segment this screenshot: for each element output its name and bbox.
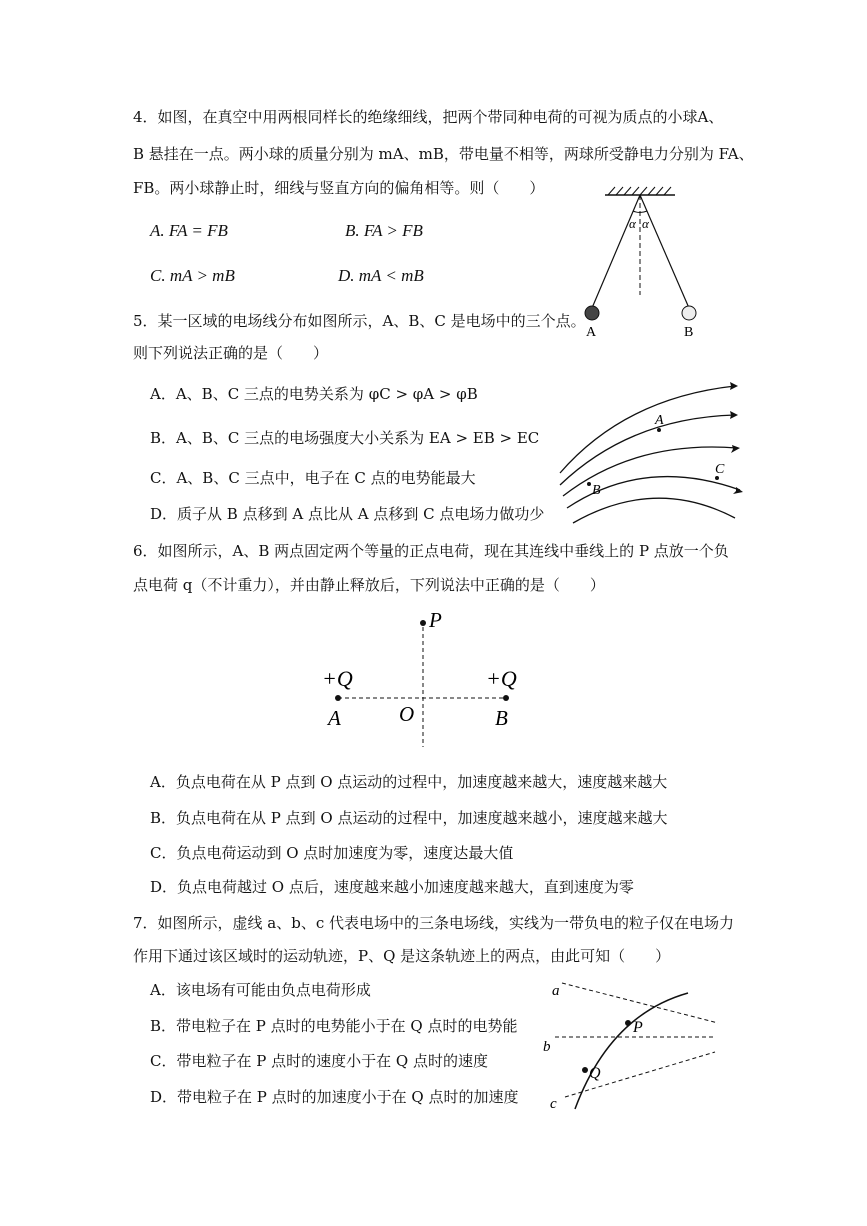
field-line-1 xyxy=(560,386,735,473)
q6-option-d: D．负点电荷越过 O 点后，速度越来越小加速度越来越大，直到速度为零 xyxy=(150,878,634,896)
point-q-dot xyxy=(582,1067,588,1073)
field-line-2 xyxy=(560,415,735,485)
q7-stem-line1: 7．如图所示，虚线 a、b、c 代表电场中的三条电场线，实线为一带负电的粒子仅在电场力 xyxy=(133,914,735,932)
charge-a-dot xyxy=(335,695,341,701)
point-a-dot xyxy=(657,428,661,432)
string-left xyxy=(592,195,640,308)
q6-option-a: A．负点电荷在从 P 点到 O 点运动的过程中，加速度越来越大，速度越来越大 xyxy=(150,773,668,791)
line-b-label: b xyxy=(543,1039,551,1055)
point-p-dot xyxy=(420,620,426,626)
q5-option-a: A．A、B、C 三点的电势关系为 φC > φA > φB xyxy=(150,385,478,403)
q7-option-b: B．带电粒子在 P 点时的电势能小于在 Q 点时的电势能 xyxy=(150,1017,518,1035)
ball-b xyxy=(682,306,696,320)
q4-stem-line1: 4．如图，在真空中用两根同样长的绝缘细线，把两个带同种电荷的可视为质点的小球A、 xyxy=(133,108,724,126)
field-line-5 xyxy=(573,498,735,523)
point-p-label: P xyxy=(429,608,442,632)
charge-right-label: +Q xyxy=(486,666,517,691)
field-line-c xyxy=(565,1052,715,1097)
q5-option-b: B．A、B、C 三点的电场强度大小关系为 EA > EB > EC xyxy=(150,429,540,447)
q4-option-c: C. mA > mB xyxy=(150,266,235,285)
q5-option-d: D．质子从 B 点移到 A 点比从 A 点移到 C 点电场力做功少 xyxy=(150,505,545,523)
angle-left-label: α xyxy=(629,216,636,231)
angle-right-label: α xyxy=(642,216,649,231)
point-b-label: B xyxy=(495,706,508,730)
point-p-dot xyxy=(625,1020,631,1026)
point-p-label: P xyxy=(633,1019,643,1036)
q4-stem-line2: B 悬挂在一点。两小球的质量分别为 mA、mB，带电量不相等，两球所受静电力分别为 FA、 xyxy=(133,145,754,163)
arrow-1 xyxy=(730,382,738,390)
q6-option-c: C．负点电荷运动到 O 点时加速度为零，速度达最大值 xyxy=(150,844,514,862)
q7-option-c: C．带电粒子在 P 点时的速度小于在 Q 点时的速度 xyxy=(150,1052,488,1070)
charge-left-label: +Q xyxy=(322,666,353,691)
ball-a-label: A xyxy=(586,325,597,340)
q4-stem-line3: FB。两小球静止时，细线与竖直方向的偏角相等。则（ ） xyxy=(133,179,545,197)
ball-b-label: B xyxy=(684,325,694,340)
ceiling-hatch xyxy=(605,187,675,195)
q4-option-b: B. FA > FB xyxy=(345,221,423,240)
arrow-2 xyxy=(730,411,738,419)
q5-stem-line1: 5．某一区域的电场线分布如图所示，A、B、C 是电场中的三个点。 xyxy=(133,312,586,330)
q6-charges-figure xyxy=(310,605,540,755)
q6-stem-line1: 6．如图所示，A、B 两点固定两个等量的正点电荷，现在其连线中垂线上的 P 点放一个负 xyxy=(133,542,729,560)
point-a-label: A xyxy=(328,706,341,730)
q6-stem-line2: 点电荷 q（不计重力），并由静止释放后，下列说法中正确的是（ ） xyxy=(133,576,605,594)
q7-option-d: D．带电粒子在 P 点时的加速度小于在 Q 点时的加速度 xyxy=(150,1088,519,1106)
field-line-3 xyxy=(563,447,737,496)
q6-option-b: B．负点电荷在从 P 点到 O 点运动的过程中，加速度越来越小，速度越来越大 xyxy=(150,809,668,827)
point-a-label: A xyxy=(655,413,664,428)
q4-option-a: A. FA = FB xyxy=(150,221,228,240)
q7-trajectory-figure xyxy=(540,975,730,1115)
arrow-3 xyxy=(731,445,740,453)
q4-pendulum-figure xyxy=(570,180,730,340)
point-b-label: B xyxy=(592,483,601,498)
point-c-label: C xyxy=(715,462,725,477)
line-a-label: a xyxy=(552,983,560,999)
q7-stem-line2: 作用下通过该区域时的运动轨迹，P、Q 是这条轨迹上的两点，由此可知（ ） xyxy=(133,947,671,965)
particle-trajectory xyxy=(575,993,688,1109)
q5-option-c: C．A、B、C 三点中，电子在 C 点的电势能最大 xyxy=(150,469,476,487)
q4-option-d: D. mA < mB xyxy=(338,266,424,285)
ball-a xyxy=(585,306,599,320)
charge-b-dot xyxy=(503,695,509,701)
point-b-dot xyxy=(587,482,591,486)
q7-option-a: A．该电场有可能由负点电荷形成 xyxy=(150,981,371,999)
point-o-label: O xyxy=(399,702,415,726)
string-right xyxy=(640,195,689,308)
point-q-label: Q xyxy=(589,1065,601,1082)
line-c-label: c xyxy=(550,1096,557,1112)
q5-field-lines-figure xyxy=(555,378,745,528)
q5-stem-line2: 则下列说法正确的是（ ） xyxy=(133,344,329,362)
